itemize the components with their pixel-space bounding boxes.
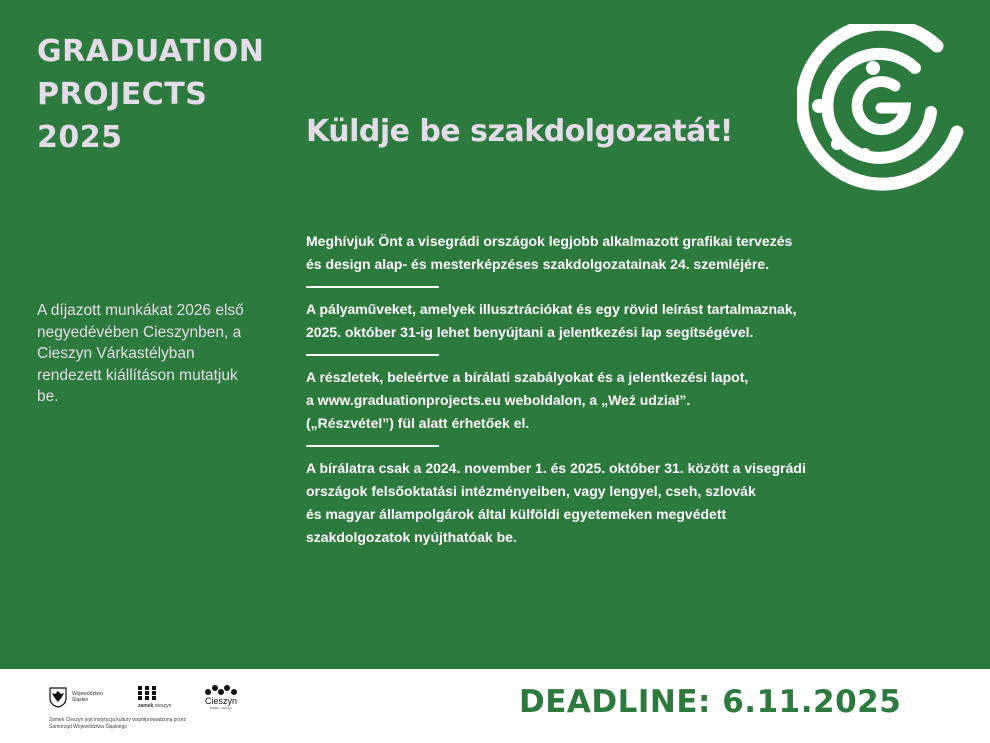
divider — [306, 445, 439, 447]
sponsor-cieszyn-sub: Polska · Cieszyn — [209, 706, 233, 710]
text-line: 2025. október 31-ig lehet benyújtani a jelentkezési lap segítségével. — [306, 324, 754, 340]
sponsor-zamek-label-b: cieszyn — [154, 703, 172, 709]
divider — [306, 286, 439, 288]
paragraph-invitation — [306, 230, 866, 276]
sponsor-wojewodztwo — [48, 686, 114, 708]
deadline: DEADLINE: 6.11.2025 — [519, 684, 902, 720]
sponsor-wojewodztwo-label: Województwo Śląskie — [72, 691, 103, 703]
text-line: A részletek, beleértve a bírálati szabályokat és a jelentkezési lapot, — [306, 369, 749, 385]
sponsor-zamek-label — [138, 703, 171, 709]
text-line: („Részvétel”) fül alatt érhetőek el. — [306, 415, 530, 431]
footer-note: Zamek Cieszyn jest instytucją kultury współprowadzoną przez Samorząd Województwa Śląskiego — [49, 717, 186, 730]
divider — [306, 354, 439, 356]
event-title-line-3: 2025 — [37, 120, 123, 155]
text-line: A bírálatra csak a 2024. november 1. és 2025. október 31. között a visegrádi — [306, 460, 806, 476]
text-line: Meghívjuk Önt a visegrádi országok legjobb alkalmazott grafikai tervezés — [306, 233, 793, 249]
gp-logo-icon — [797, 24, 965, 192]
text-line: és design alap- és mesterképzéses szakdolgozatainak 24. szemléjére. — [306, 256, 770, 272]
exhibition-note: A díjazott munkákat 2026 első negyedévében Cieszynben, a Cieszyn Várkastélyban rendezett kiállításon mutatjuk be. — [37, 302, 244, 405]
event-title-line-1: GRADUATION — [37, 34, 265, 69]
text-line: a www.graduationprojects.eu weboldalon, a „Weź udział”. — [306, 392, 691, 408]
zamek-castle-icon — [138, 686, 156, 700]
sponsor-zamek-label-a: zamek — [138, 703, 154, 709]
paragraph-details — [306, 366, 866, 435]
sponsor-zamek — [138, 686, 171, 709]
paragraph-submission — [306, 298, 866, 344]
text-line: A pályaműveket, amelyek illusztrációkat és egy rövid leírást tartalmaznak, — [306, 301, 797, 317]
sponsor-cieszyn — [204, 684, 238, 710]
cieszyn-dots-icon — [204, 684, 238, 696]
event-title — [37, 30, 264, 159]
paragraph-eligibility — [306, 457, 866, 549]
silesia-eagle-icon — [48, 686, 68, 708]
text-line: szakdolgozatok nyújthatóak be. — [306, 529, 517, 545]
body-text — [306, 230, 866, 549]
sponsor-cieszyn-label: Cieszyn — [204, 696, 237, 706]
text-line: országok felsőoktatási intézményeiben, vagy lengyel, cseh, szlovák — [306, 483, 756, 499]
event-title-line-2: PROJECTS — [37, 77, 208, 112]
text-line: és magyar állampolgárok által külföldi egyetemeken megvédett — [306, 506, 727, 522]
headline: Küldje be szakdolgozatát! — [306, 114, 733, 149]
